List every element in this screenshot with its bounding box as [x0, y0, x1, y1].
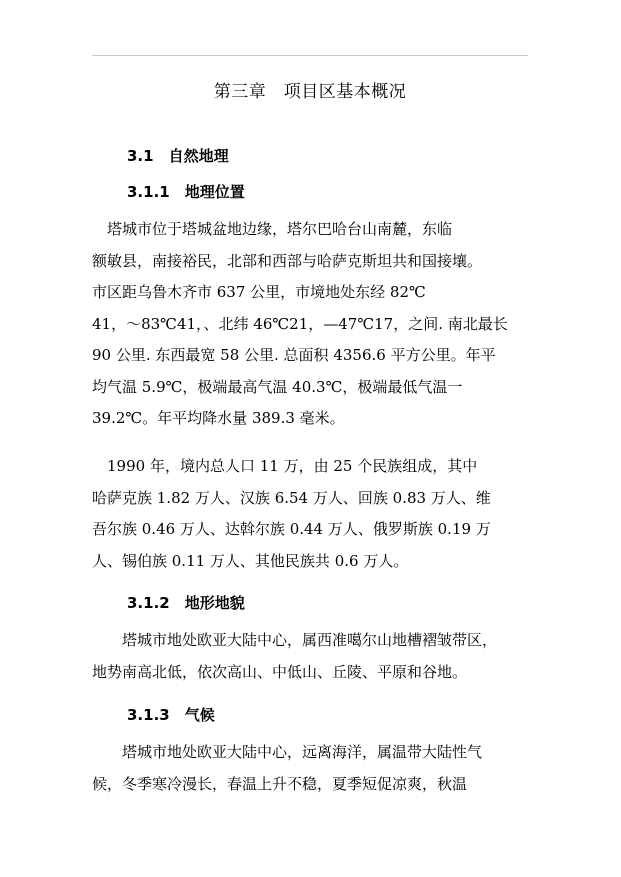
text-line: 候，冬季寒冷漫长，春温上升不稳，夏季短促凉爽，秋温 — [92, 774, 468, 793]
paragraph-location — [92, 214, 528, 435]
text-line: 39.2℃。年平均降水量 389.3 毫米。 — [92, 409, 345, 427]
text-line: 吾尔族 0.46 万人、达斡尔族 0.44 万人、俄罗斯族 0.19 万 — [92, 520, 491, 538]
section-title: 自然地理 — [168, 147, 229, 165]
chapter-title: 第三章 项目区基本概况 — [213, 82, 407, 102]
section-number: 3.1.1 — [127, 183, 170, 201]
header-rule — [92, 55, 528, 56]
text-line: 哈萨克族 1.82 万人、汉族 6.54 万人、回族 0.83 万人、维 — [92, 488, 491, 507]
text-line: 市区距乌鲁木齐市 637 公里，市境地处东经 82℃ — [92, 283, 426, 301]
section-number: 3.1.3 — [127, 706, 170, 724]
text-line: 90 公里. 东西最宽 58 公里. 总面积 4356.6 平方公里。年平 — [92, 346, 496, 364]
text-line: 1990 年，境内总人口 11 万，由 25 个民族组成，其中 — [92, 457, 478, 475]
section-title: 地形地貌 — [184, 594, 245, 612]
section-title: 气候 — [184, 706, 215, 724]
section-heading-3-1-2 — [127, 592, 245, 614]
paragraph-terrain — [92, 625, 528, 688]
section-number: 3.1 — [127, 147, 154, 165]
section-heading-3-1-3 — [127, 704, 215, 726]
text-line: 地势南高北低，依次高山、中低山、丘陵、平原和谷地。 — [92, 662, 468, 681]
text-line: 塔城市地处欧亚大陆中心，属西准噶尔山地槽褶皱带区， — [122, 631, 498, 649]
section-heading-3-1-1 — [127, 181, 245, 203]
text-line: 均气温 5.9℃，极端最高气温 40.3℃，极端最低气温一 — [92, 377, 463, 396]
text-line: 塔城市位于塔城盆地边缘，塔尔巴哈台山南麓，东临 — [92, 220, 453, 238]
section-title: 地理位置 — [184, 183, 245, 201]
section-number: 3.1.2 — [127, 594, 170, 612]
section-heading-3-1 — [127, 145, 229, 167]
text-line: 塔城市地处欧亚大陆中心，远离海洋，属温带大陆性气 — [122, 743, 483, 761]
paragraph-population — [92, 451, 528, 577]
text-line: 41，～83℃41，、北纬 46℃21，—47℃17，之间. 南北最长 — [92, 314, 508, 333]
text-line: 额敏县，南接裕民，北部和西部与哈萨克斯坦共和国接壤。 — [92, 251, 483, 270]
paragraph-climate — [92, 737, 528, 800]
text-line: 人、锡伯族 0.11 万人、其他民族共 0.6 万人。 — [92, 551, 409, 570]
